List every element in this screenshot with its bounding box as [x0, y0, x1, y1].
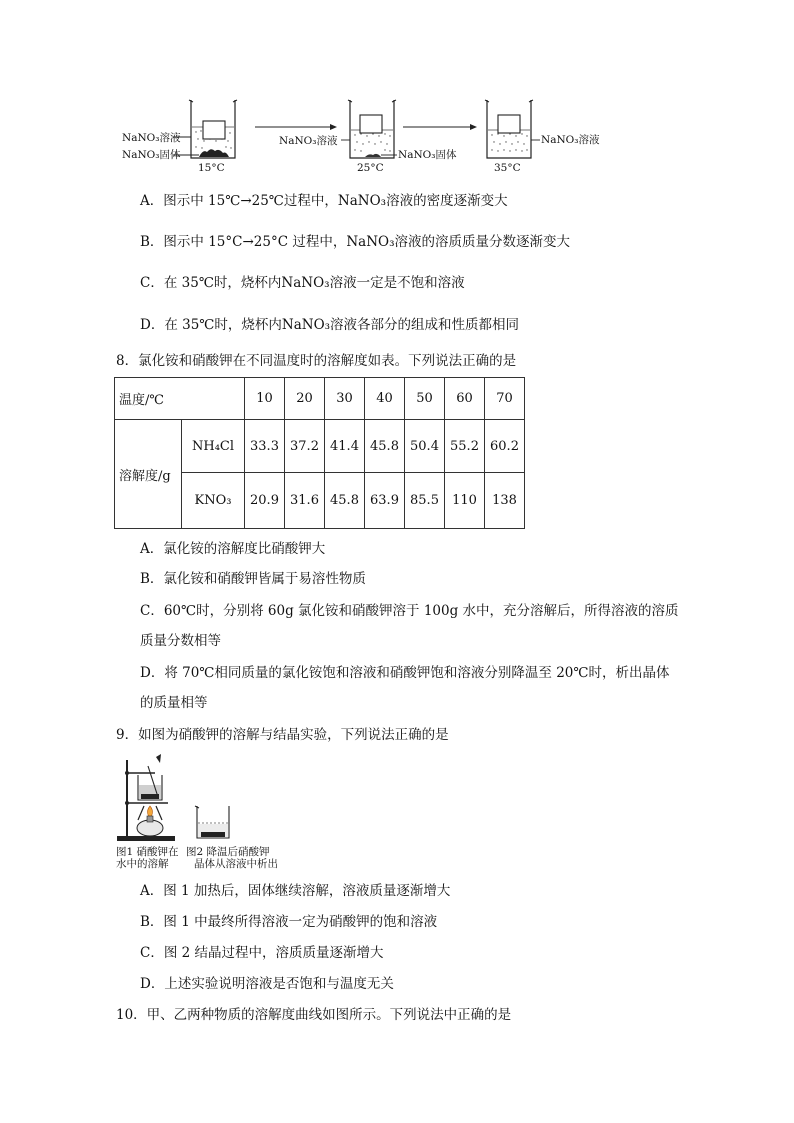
option-label: C． — [140, 603, 164, 619]
table-cell: 60.2 — [485, 420, 525, 473]
option-label: A． — [140, 541, 164, 557]
q9-stem: 9．如图为硝酸钾的溶解与结晶实验，下列说法正确的是 — [116, 727, 449, 743]
option-label: B． — [140, 914, 164, 930]
option-label: A． — [140, 883, 164, 899]
table-cell: 70 — [485, 378, 525, 420]
table-cell: 10 — [245, 378, 285, 420]
option-text: 60℃时，分别将 60g 氯化铵和硝酸钾溶于 100g 水中，充分溶解后，所得溶液的溶质 — [163, 603, 679, 619]
beaker3-temp: 35°C — [494, 162, 521, 174]
option-text: 在 35℃时，烧杯内NaNO₃溶液各部分的组成和性质都相同 — [164, 317, 520, 333]
heated-beaker — [138, 754, 162, 800]
beaker1-solution-label: NaNO₃溶液 — [122, 132, 181, 144]
q8-stem: 8．氯化铵和硝酸钾在不同温度时的溶解度如表。下列说法正确的是 — [116, 353, 517, 369]
option-label: C． — [140, 945, 164, 961]
q10-stem: 10．甲、乙两种物质的溶解度曲线如图所示。下列说法中正确的是 — [116, 1007, 512, 1023]
solubility-label: 溶解度/g — [115, 420, 182, 529]
cooling-beaker — [195, 806, 229, 838]
q9-option-b — [140, 913, 437, 931]
table-cell: 50.4 — [405, 420, 445, 473]
option-text: 上述实验说明溶液是否饱和与温度无关 — [164, 976, 394, 992]
option-text: 氯化铵的溶解度比硝酸钾大 — [163, 541, 326, 557]
q9-option-a — [140, 882, 450, 900]
table-cell: 45.8 — [325, 473, 365, 529]
alcohol-lamp — [137, 806, 163, 836]
option-label: D． — [140, 976, 165, 992]
table-cell: 50 — [405, 378, 445, 420]
option-text: 图 1 中最终所得溶液一定为硝酸钾的饱和溶液 — [163, 914, 438, 930]
table-cell: 41.4 — [325, 420, 365, 473]
option-text: 将 70℃相同质量的氯化铵饱和溶液和硝酸钾饱和溶液分别降温至 20℃时，析出晶体 — [164, 665, 670, 681]
option-label: B． — [140, 234, 164, 250]
fig2-caption-line1: 图2 降温后硝酸钾 — [186, 846, 270, 858]
temp-header: 温度/℃ — [115, 378, 245, 420]
option-label: A． — [140, 193, 164, 209]
table-cell: 60 — [445, 378, 485, 420]
table-cell: 33.3 — [245, 420, 285, 473]
table-cell: 110 — [445, 473, 485, 529]
option-label: B． — [140, 571, 164, 587]
q8-option-d-cont: 的质量相等 — [140, 695, 208, 711]
table-cell: 31.6 — [285, 473, 325, 529]
option-text: 图示中 15°C→25°C 过程中，NaNO₃溶液的溶质质量分数逐渐变大 — [163, 234, 570, 250]
table-cell: 85.5 — [405, 473, 445, 529]
table-cell: 63.9 — [365, 473, 405, 529]
table-cell: 138 — [485, 473, 525, 529]
fig1-caption-line2: 水中的溶解 — [116, 858, 169, 870]
fig2-caption-line2: 晶体从溶液中析出 — [194, 858, 278, 870]
option-text: 图示中 15℃→25℃过程中，NaNO₃溶液的密度逐渐变大 — [163, 193, 508, 209]
q8-option-c-cont: 质量分数相等 — [140, 633, 221, 649]
beaker2-temp: 25°C — [357, 162, 384, 174]
table-cell: 40 — [365, 378, 405, 420]
option-label: D． — [140, 665, 165, 681]
table-cell: 20 — [285, 378, 325, 420]
beaker1-solid-label: NaNO₃固体 — [122, 149, 181, 161]
q9-option-d — [140, 975, 394, 993]
option-label: C． — [140, 275, 164, 291]
table-cell: 45.8 — [365, 420, 405, 473]
table-cell: 37.2 — [285, 420, 325, 473]
option-text: 图 1 加热后，固体继续溶解，溶液质量逐渐增大 — [163, 883, 451, 899]
option-text: 氯化铵和硝酸钾皆属于易溶性物质 — [163, 571, 366, 587]
row-name: NH₄Cl — [182, 420, 245, 473]
row-name: KNO₃ — [182, 473, 245, 529]
beaker3-solution-label: NaNO₃溶液 — [541, 134, 600, 146]
table-cell: 20.9 — [245, 473, 285, 529]
beaker2-solution-label: NaNO₃溶液 — [279, 135, 338, 147]
fig1-caption-line1: 图1 硝酸钾在 — [116, 846, 179, 858]
option-label: D． — [140, 317, 165, 333]
beaker2-solid-label: NaNO₃固体 — [398, 149, 457, 161]
option-text: 图 2 结晶过程中，溶质质量逐渐增大 — [163, 945, 384, 961]
q9-option-c — [140, 944, 384, 962]
option-text: 在 35℃时，烧杯内NaNO₃溶液一定是不饱和溶液 — [163, 275, 465, 291]
table-cell: 55.2 — [445, 420, 485, 473]
table-cell: 30 — [325, 378, 365, 420]
beaker1-temp: 15°C — [198, 162, 225, 174]
